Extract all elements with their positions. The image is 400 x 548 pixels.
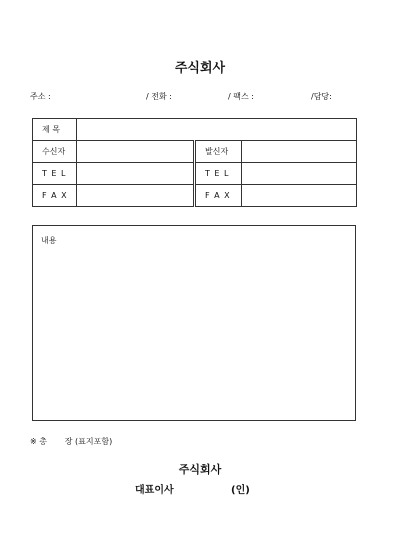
seal-label: (인) (231, 485, 250, 496)
company-title: 주식회사 (174, 61, 226, 76)
recipient-label: 수신자 (33, 141, 77, 163)
sender-fax-label: F A X (195, 185, 242, 207)
sender-label: 발신자 (195, 141, 242, 163)
subject-field[interactable] (77, 119, 357, 141)
subject-label: 제 목 (33, 119, 77, 141)
address-label: 주소 : (30, 92, 51, 101)
fax-header-table (32, 118, 357, 207)
party-row (33, 141, 357, 163)
recipient-fax-field[interactable] (77, 185, 195, 207)
fax-label: / 팩스 : (228, 92, 254, 101)
sender-fax-field[interactable] (242, 185, 357, 207)
subject-row (33, 119, 357, 141)
ceo-label: 대표이사 (135, 485, 174, 496)
recipient-tel-field[interactable] (77, 163, 195, 185)
content-label: 내용 (41, 236, 57, 245)
recipient-field[interactable] (77, 141, 195, 163)
sender-field[interactable] (242, 141, 357, 163)
footer-company: 주식회사 (178, 463, 222, 476)
fax-row (33, 185, 357, 207)
content-box[interactable] (32, 225, 356, 421)
sender-tel-label: T E L (195, 163, 242, 185)
recipient-tel-label: T E L (33, 163, 77, 185)
tel-row (33, 163, 357, 185)
phone-label: / 전화 : (146, 92, 172, 101)
recipient-fax-label: F A X (33, 185, 77, 207)
sender-tel-field[interactable] (242, 163, 357, 185)
page-count-note: ※ 총 장 (표지포함) (30, 437, 113, 446)
manager-label: /담당: (311, 92, 332, 101)
